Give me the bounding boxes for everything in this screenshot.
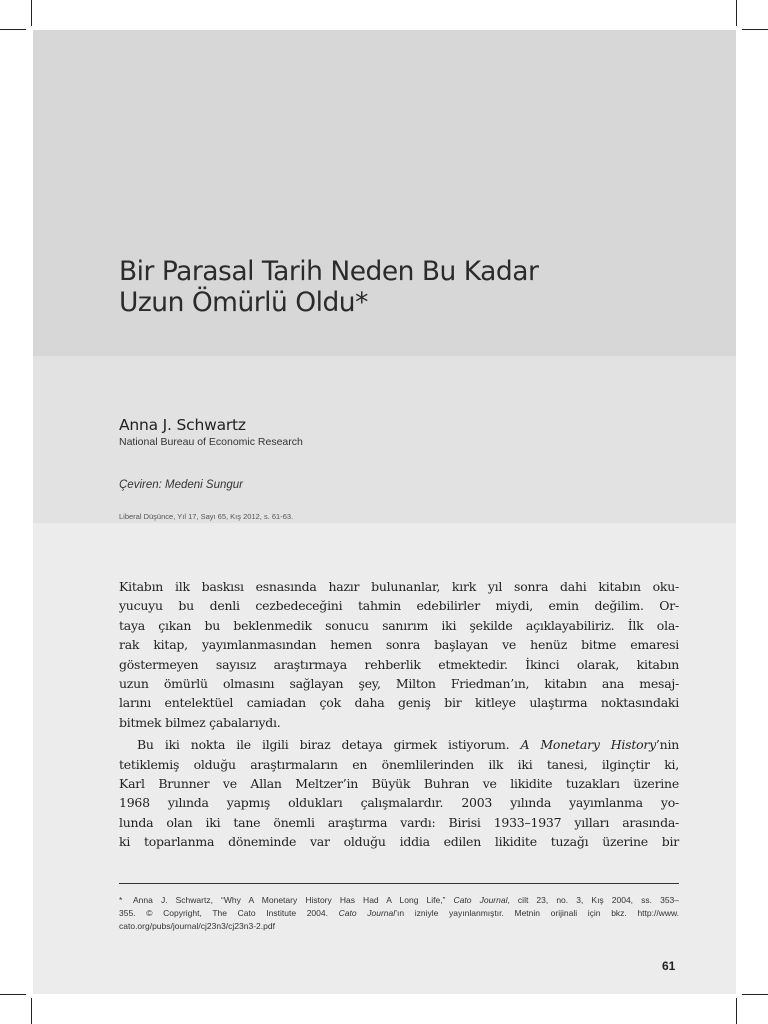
body-line: bitmek bilmez çabalarıydı. bbox=[119, 714, 281, 730]
body-line: 1968 yılında yapmış oldukları çalışmalardır. 2003 yılında yayımlanma yo- bbox=[119, 795, 679, 811]
footnote-text: Anna J. Schwartz, “Why A Monetary History Has Had A Long Life,” bbox=[133, 895, 454, 905]
crop-mark-top-left-v bbox=[31, 0, 32, 26]
footnote-mark: * bbox=[119, 895, 123, 905]
footnote-line bbox=[119, 894, 679, 907]
body-line: tetiklemiş olduğu araştırmaların en önemlilerinden ilk iki tanesi, ilginçtir ki, bbox=[119, 756, 679, 772]
page-number: 61 bbox=[662, 959, 676, 973]
paragraph-2-tail: ’nin bbox=[655, 737, 679, 753]
crop-mark-bottom-right-h bbox=[742, 994, 768, 995]
footnote-text: ’ın izniyle yayınlanmıştır. Metnin orijinali için bkz. http://www. bbox=[395, 908, 680, 918]
body-line: larını entelektüel camiadan çok daha geniş bir kitleye ulaştırma noktasındaki bbox=[119, 695, 679, 711]
footnote-journal-italic: Cato Journal bbox=[453, 895, 508, 905]
crop-mark-top-right-v bbox=[736, 0, 737, 26]
article-title bbox=[119, 256, 679, 318]
journal-citation: Liberal Düşünce, Yıl 17, Sayı 65, Kış 2012, s. 61-63. bbox=[119, 512, 294, 521]
author-affiliation: National Bureau of Economic Research bbox=[119, 436, 303, 448]
crop-mark-bottom-left-h bbox=[0, 994, 26, 995]
journal-page bbox=[33, 30, 736, 994]
crop-mark-top-right-h bbox=[742, 29, 768, 30]
author-name: Anna J. Schwartz bbox=[119, 416, 246, 434]
crop-mark-bottom-right-v bbox=[736, 998, 737, 1024]
body-line: ki toparlanma döneminde var olduğu iddia edilen likidite tuzağı üzerine bir bbox=[119, 834, 679, 850]
paragraph-1 bbox=[119, 577, 679, 732]
footnote-url[interactable]: cato.org/pubs/journal/cj23n3/cj23n3-2.pdf bbox=[119, 921, 275, 931]
footnote-divider bbox=[119, 883, 679, 884]
footnote-text: 355. © Copyright, The Cato Institute 2004. bbox=[119, 908, 339, 918]
body-line: yucuyu bu denli cezbedeceğini tahmin edebilirler miydi, emin değilim. Or- bbox=[119, 598, 679, 614]
footnote bbox=[119, 894, 679, 933]
footnote-text: , cilt 23, no. 3, Kış 2004, ss. 353– bbox=[507, 895, 679, 905]
body-line: göstermeyen sayısız araştırmaya rehberlik etmektedir. İkinci olarak, kitabın bbox=[119, 656, 679, 672]
paragraph-2-intro: Bu iki nokta ile ilgili biraz detaya girmek istiyorum. bbox=[137, 737, 521, 753]
body-line bbox=[119, 735, 679, 754]
body-line: Karl Brunner ve Allan Meltzer’in Büyük Buhran ve likidite tuzakları üzerine bbox=[119, 776, 679, 792]
book-title-italic: A Monetary History bbox=[520, 737, 656, 753]
crop-mark-top-left-h bbox=[0, 29, 26, 30]
title-line-1: Bir Parasal Tarih Neden Bu Kadar bbox=[119, 256, 539, 287]
body-line: rak kitap, yayımlanmasından hemen sonra başlayan ve henüz bitme emaresi bbox=[119, 637, 679, 653]
translator-credit: Çeviren: Medeni Sungur bbox=[119, 479, 244, 491]
paragraph-2 bbox=[119, 735, 679, 851]
footnote-journal-italic: Cato Journal bbox=[338, 908, 396, 918]
crop-mark-bottom-left-v bbox=[31, 998, 32, 1024]
body-line: Kitabın ilk baskısı esnasında hazır bulunanlar, kırk yıl sonra dahi kitabın oku- bbox=[119, 579, 679, 594]
article-body bbox=[119, 577, 679, 852]
title-line-2: Uzun Ömürlü Oldu* bbox=[119, 287, 368, 318]
body-line: uzun ömürlü olmasını sağlayan şey, Milton Friedman’ın, kitabın ana mesaj- bbox=[119, 676, 679, 692]
body-line: taya çıkan bu beklenmedik sonucu sanırım iki şekilde açıklayabiliriz. İlk ola- bbox=[119, 617, 679, 633]
footnote-line bbox=[119, 907, 679, 920]
body-line: lunda olan iki tane önemli araştırma vardı: Birisi 1933–1937 yılları arasında- bbox=[119, 814, 679, 830]
